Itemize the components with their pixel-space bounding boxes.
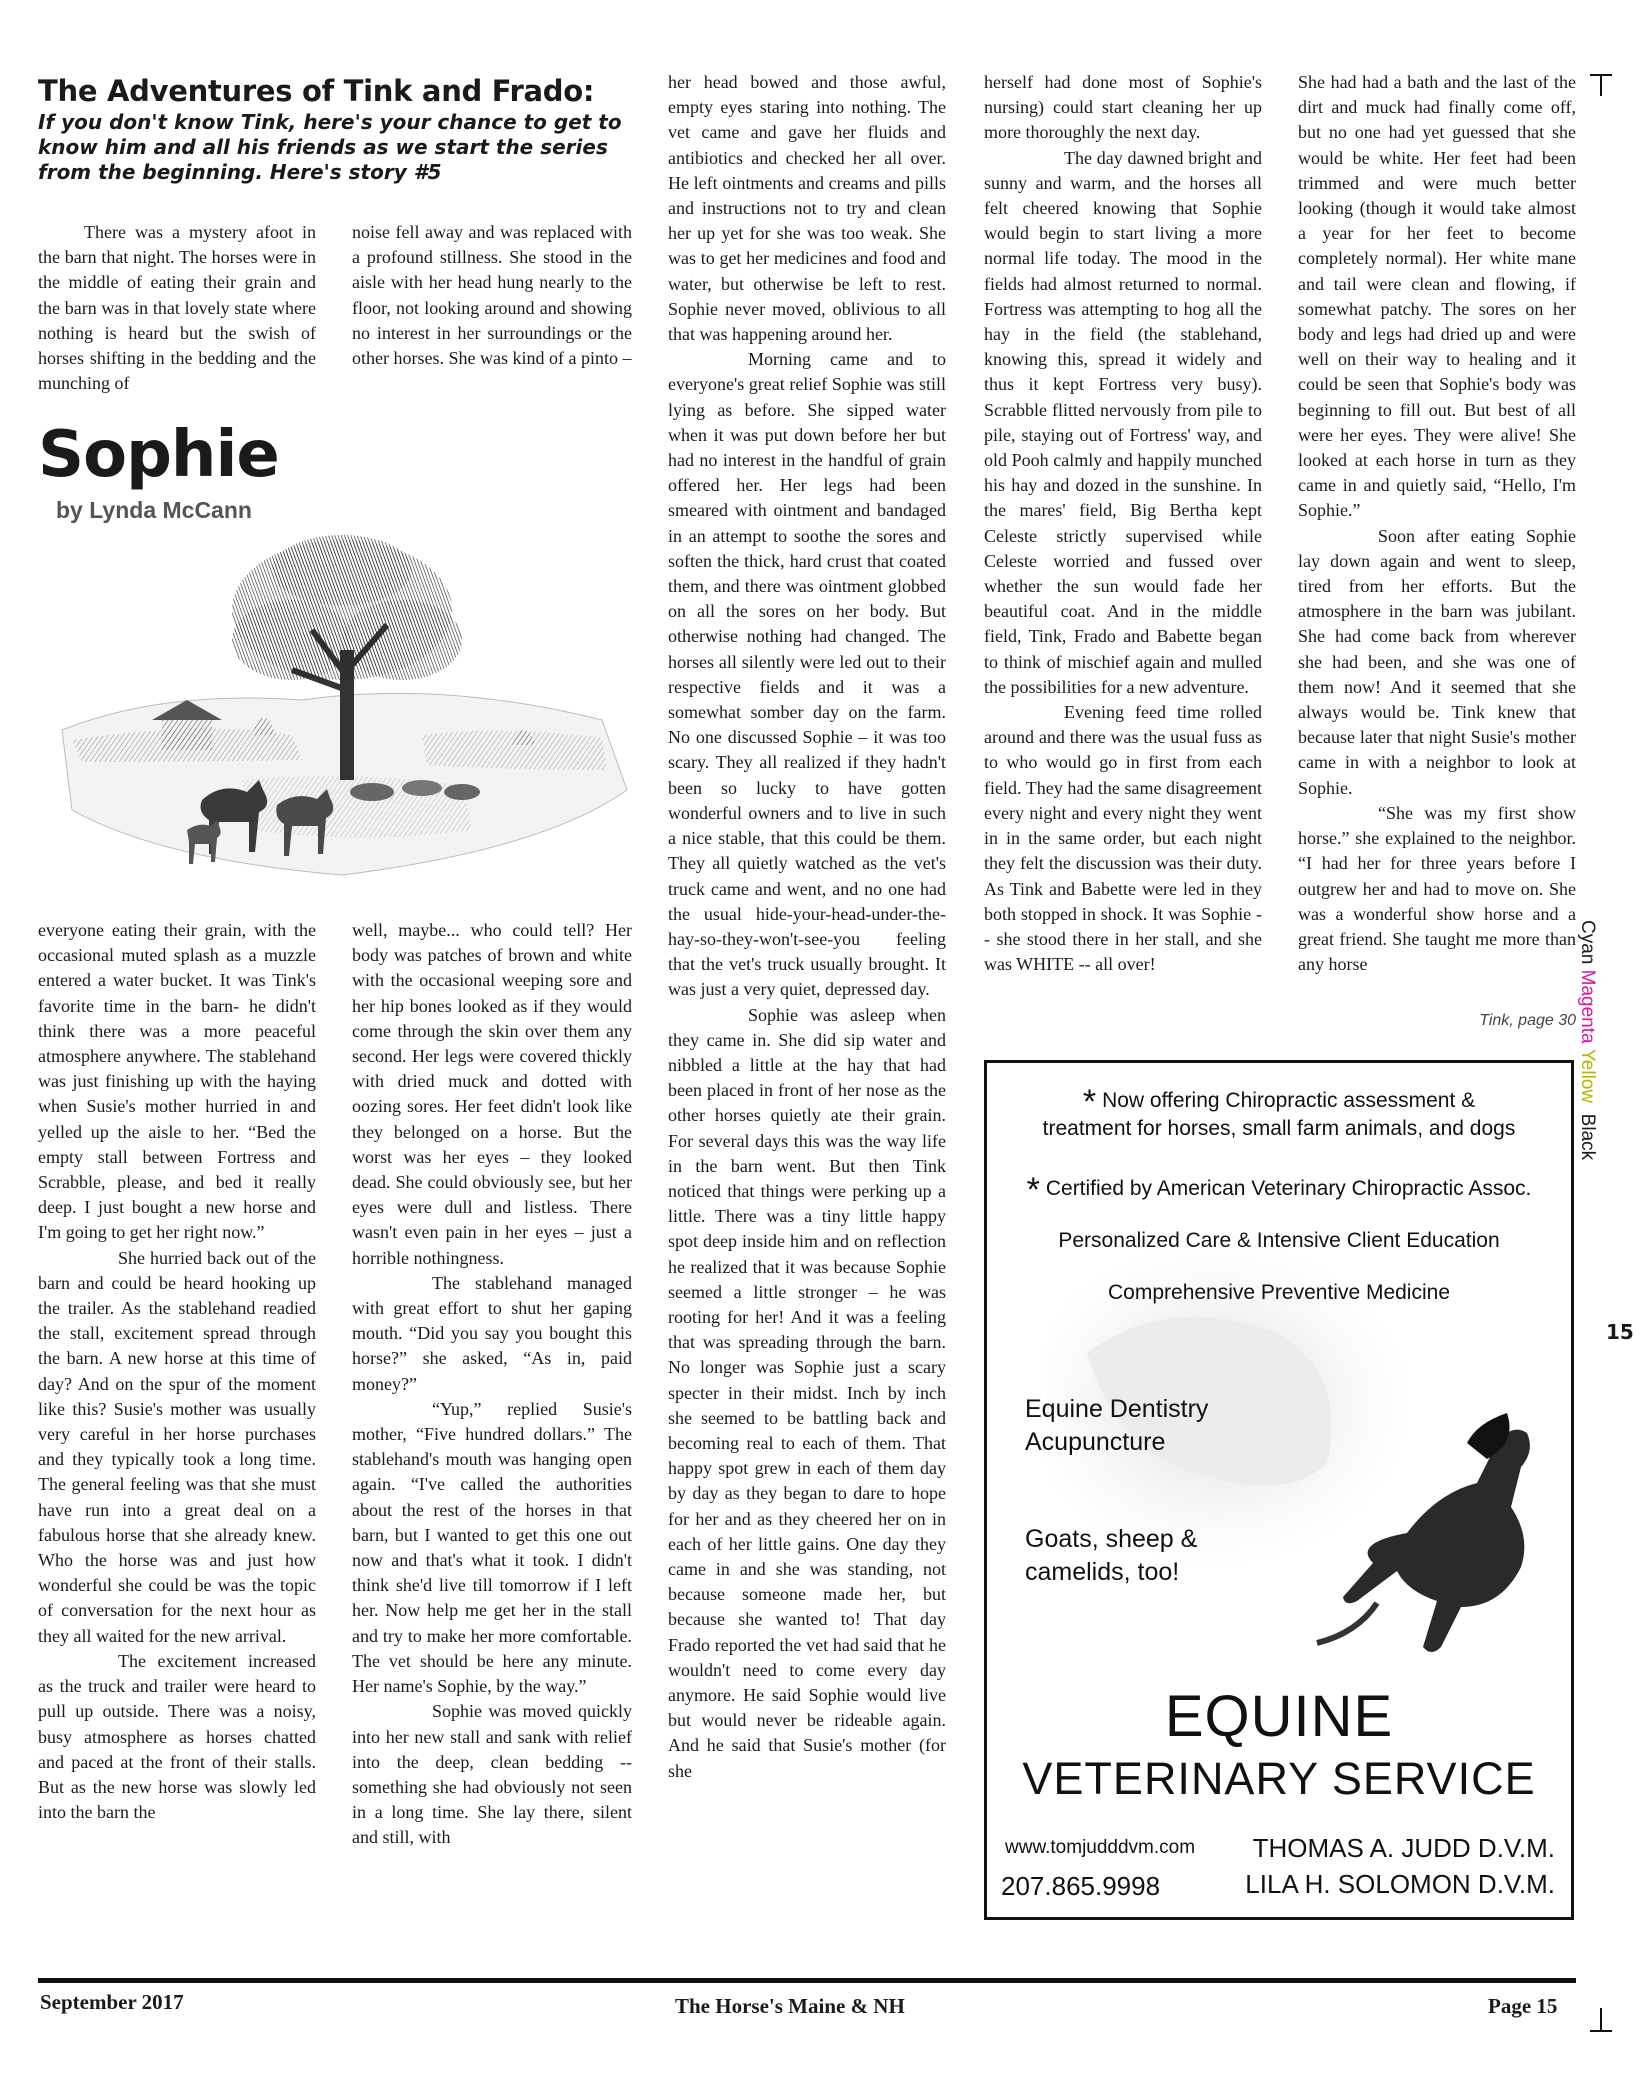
print-color-marks [1576, 920, 1598, 1160]
ad-doctor-1: THOMAS A. JUDD D.V.M. [1252, 1833, 1555, 1863]
byline: by Lynda McCann [56, 497, 252, 523]
ad-services: Equine Dentistry Acupuncture [1025, 1395, 1209, 1456]
paragraph: The stablehand managed with great effort to shut her gaping mouth. “Did you say you bought this horse?” she asked, “As in, paid money?” [352, 1272, 632, 1394]
ad-phone: 207.865.9998 [1001, 1871, 1161, 1901]
column-1-top [38, 220, 316, 400]
paragraph: Soon after eating Sophie lay down again and went to sleep, tired from her efforts. But the atmosphere in the barn was jubilant. She had come back from wherever she had been, and she was one of them now! And it seemed that she always would be. Tink knew that because later that night Susie's mother came in with a neighbor to look at Sophie. [1298, 525, 1576, 798]
column-5 [1298, 70, 1576, 1000]
paragraph: “She was my first show horse.” she explained to the neighbor. “I had her for three years before I outgrew her and had to move on. She was a wonderful show horse and a great friend. She taught me more than any horse [1298, 802, 1576, 975]
ad-website[interactable]: www.tomjudddvm.com [1005, 1837, 1196, 1858]
asterisk-icon: * [1082, 1083, 1097, 1121]
footer-rule [38, 1978, 1576, 1983]
series-subtitle: If you don't know Tink, here's your chance to get to know him and all his friends as we start the series from the beginning. Here's story #5 [38, 110, 622, 184]
column-2-top [352, 220, 632, 400]
black-mark: Black [1577, 1113, 1598, 1161]
paragraph: The excitement increased as the truck and trailer were heard to pull up outside. There was a noisy, busy atmosphere as horses chatted and paced at the front of their stalls. But as the new horse was slowly led into the barn the [38, 1650, 316, 1823]
ad-personalized-care: Personalized Care & Intensive Client Education [1058, 1229, 1500, 1252]
column-4 [984, 70, 1262, 1010]
paragraph: Morning came and to everyone's great relief Sophie was still lying as before. She sipped water when it was put down before her but had no interest in the handful of grain offered her. Her legs had been smeared with ointment and bandaged in an attempt to soothe the sores and soften the thick, hard crust that coated them, and there was ointment globbed on all the sores on her body. But otherwise nothing had changed. The horses all silently were led out to their respective fields and it was a somewhat somber day on the farm. No one discussed Sophie – it was too scary. They all realized if they hadn't been so lucky to have gotten wonderful owners and to live in such a nice stable, that this could be them. They all quietly watched as the vet's truck came and went, and no one had the usual hide-your-head-under-the-hay-so-they-won't-see-you feeling that the vet's truck usually brought. It was just a very quiet, depressed day. [668, 349, 946, 1000]
ad-preventive-medicine: Comprehensive Preventive Medicine [1108, 1281, 1450, 1304]
ad-doctor-2: LILA H. SOLOMON D.V.M. [1245, 1869, 1555, 1899]
column-2-bottom [352, 918, 632, 1960]
crop-mark [1590, 2030, 1612, 2032]
paragraph: noise fell away and was replaced with a profound stillness. She stood in the aisle with her head hung nearly to the floor, not looking around and showing no interest in her surroundings or the other horses. She was kind of a pinto – [352, 222, 632, 369]
equine-vet-advertisement [984, 1060, 1574, 1920]
story-title: Sophie [38, 418, 279, 492]
paragraph: She had had a bath and the last of the dirt and muck had finally come off, but no one had yet guessed that she would be white. Her feet had been trimmed and were much better looking (though it would take almost a year for her feet to become completely normal). Her white mane and tail were clean and flowing, if somewhat patchy. The sores on her body and legs had dried up and were well on their way to healing and it could be seen that Sophie's body was beginning to fill out. But best of all were her eyes. They were alive! She looked at each horse in turn as they came in and quietly said, “Hello, I'm Sophie.” [1298, 72, 1576, 521]
paragraph: well, maybe... who could tell? Her body was patches of brown and white with the occasional weeping sore and her hip bones looked as if they would come through the skin over them any second. Her legs were covered thickly with dried muck and dotted with oozing sores. Her feet didn't look like they belonged on a horse. But the worst was her eyes – they looked dead. She could obviously see, but her eyes were dull and listless. There wasn't even pain in her eyes – just a horrible nothingness. [352, 920, 632, 1268]
ad-business-name: EQUINE [1164, 1684, 1394, 1749]
footer-publication: The Horse's Maine & NH [675, 1994, 905, 2018]
ad-goats: Goats, sheep & camelids, too! [1025, 1525, 1198, 1586]
yellow-mark: Yellow [1577, 1048, 1598, 1104]
ad-chiropractic-line-1: * Now offering Chiropractic assessment & [1082, 1083, 1476, 1121]
paragraph: Evening feed time rolled around and there was the usual fuss as to who would go in first from each field. They had the same disagreement every night and every night they went in in the same order, but each night they felt the discussion was their duty. As Tink and Babette were led in they both stopped in shock. It was Sophie -- she stood there in her stall, and she was WHITE -- all over! [984, 702, 1262, 975]
cyan-mark: Cyan [1577, 920, 1598, 965]
paragraph: everyone eating their grain, with the occasional muted splash as a muzzle entered a water bucket. It was Tink's favorite time in the barn- he didn't think there was a more peaceful atmosphere anywhere. The stablehand was just finishing up with the haying when Susie's mother hurried in and yelled up the aisle to her. “Bed the empty stall between Fortress and Scrabble, please, and bed it really deep. I just bought a new horse and I'm going to get her right now.” [38, 920, 316, 1243]
paragraph: her head bowed and those awful, empty eyes staring into nothing. The vet came and gave her fluids and antibiotics and checked her all over. He left ointments and creams and pills and instructions not to try and clean her up yet for she was too weak. She was to get her medicines and food and water, but otherwise be left to rest. Sophie never moved, oblivious to all that was happening around her. [668, 72, 946, 345]
paragraph: Sophie was moved quickly into her new stall and sank with relief into the deep, clean bedding -- something she had obviously not seen in a long time. She lay there, silent and still, with [352, 1701, 632, 1848]
column-3 [668, 70, 946, 1960]
crop-mark [1600, 2008, 1602, 2030]
ad-chiropractic-line-2: treatment for horses, small farm animals, and dogs [1042, 1117, 1516, 1140]
column-1-bottom [38, 918, 316, 1960]
series-title: The Adventures of Tink and Frado: [38, 74, 595, 108]
crop-mark [1600, 74, 1602, 96]
ad-business-name-2: VETERINARY SERVICE [1022, 1753, 1536, 1804]
paragraph: Sophie was asleep when they came in. She did sip water and nibbled a little at the hay that had been placed in front of her nose as the other horses quietly ate their grain. For several days this was the way life in the barn went. But then Tink noticed that things were perking up a little. There was a tiny little happy spot deep inside him and on reflection he realized that it was because Sophie seemed a little stronger – he was rooting for her! And it was a feeling that was spreading through the barn. No longer was Sophie just a scary specter in their midst. Inch by inch she seemed to be battling back and becoming real to each of them. That happy spot grew in each of them day by day as they began to dare to hope for her and as they cheered her on in each of her little gains. One day they came in and she was standing, not because someone made her, but because she wanted to! That day Frado reported the vet had said that he wouldn't need to come every day anymore. He said Sophie would live but would never be rideable again. And he said that Susie's mother (for she [668, 1004, 946, 1781]
ad-certified-line: * Certified by American Veterinary Chiropractic Assoc. [1026, 1171, 1532, 1209]
paragraph: There was a mystery afoot in the barn that night. The horses were in the middle of eating their grain and the barn was in that lovely state where nothing is heard but the swish of horses shifting in the bedding and the munching of [38, 222, 316, 394]
magenta-mark: Magenta [1577, 969, 1598, 1044]
paragraph: She hurried back out of the barn and could be heard hooking up the trailer. As the stablehand readied the stall, excitement spread through the barn. A new horse at this time of day? And on the spur of the moment like this? Susie's mother was usually very careful in her horse purchases and they typically took a long time. The general feeling was that she must have run into a great deal on a fabulous horse that she already knew. Who the horse was and just how wonderful she could be was the topic of conversation for the next hour as they all waited for the new arrival. [38, 1247, 316, 1646]
side-page-number: 15 [1606, 1320, 1634, 1344]
continuation-note: Tink, page 30 [1479, 1012, 1576, 1029]
paragraph: The day dawned bright and sunny and warm, and the horses all felt cheered knowing that Sophie would begin to start living a more normal life today. The mood in the fields had almost returned to normal. Fortress was attempting to hog all the hay in the field (the stablehand, knowing this, spread it widely and thus it kept Fortress very busy). Scrabble flitted nervously from pile to pile, staying out of Fortress' way, and old Pooh calmly and happily munched his hay and dozed in the sunshine. In the mares' field, Big Bertha kept Celeste strictly supervised while Celeste worried and fussed over whether the sun would fade her beautiful coat. And in the middle field, Tink, Frado and Babette began to think of mischief again and mulled the possibilities for a new adventure. [984, 147, 1262, 697]
paragraph: “Yup,” replied Susie's mother, “Five hundred dollars.” The stablehand's mouth was hanging open again. “I've called the authorities about the rest of the horses in that barn, but I wanted to get this one out now and that's what it took. I didn't think she'd live till tomorrow if I left her. Now help me get her in the stall and try to make her more comfortable. The vet should be here any minute. Her name's Sophie, by the way.” [352, 1398, 632, 1697]
footer-date: September 2017 [40, 1990, 184, 2014]
farm-engraving-image [42, 530, 642, 890]
asterisk-icon: * [1026, 1171, 1040, 1209]
paragraph: herself had done most of Sophie's nursing) could start cleaning her up more thoroughly the next day. [984, 72, 1262, 143]
footer-page-number: Page 15 [1488, 1994, 1558, 2018]
